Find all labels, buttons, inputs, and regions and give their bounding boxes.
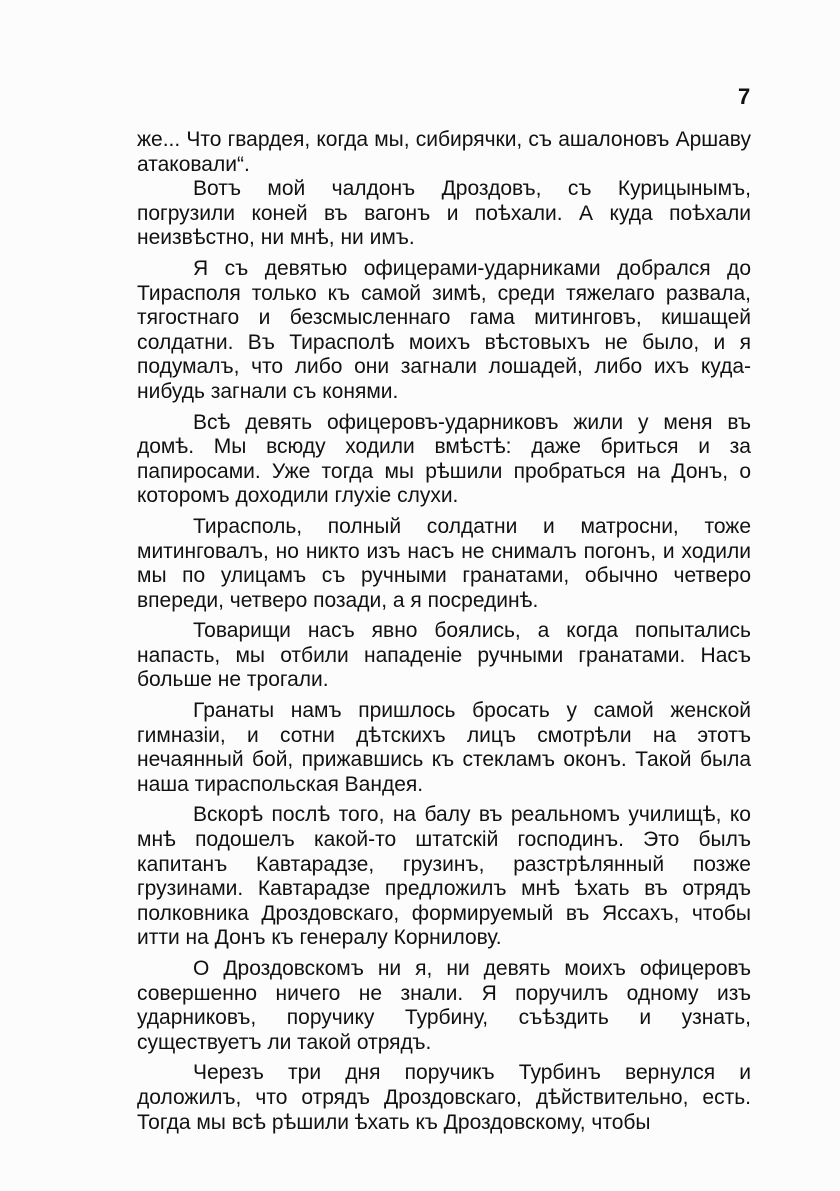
- paragraph: О Дроздовскомъ ни я, ни девять моихъ офицеровъ совершенно ничего не знали. Я поручилъ одному изъ ударниковъ, поручику Турбину, съѣздить и узнать, существуетъ ли такой отрядъ.: [137, 957, 751, 1054]
- page-number: 7: [738, 84, 751, 109]
- body-text: [137, 128, 751, 1135]
- paragraph: Всѣ девять офицеровъ-ударниковъ жили у меня въ домѣ. Мы всюду ходили вмѣстѣ: даже бриться и за папиросами. Уже тогда мы рѣшили пробраться на Донъ, о которомъ доходили глухіе слухи.: [137, 410, 751, 508]
- paragraph: Товарищи насъ явно боялись, а когда попытались напасть, мы отбили нападеніе ручными гранатами. Насъ больше не трогали.: [137, 619, 751, 692]
- paragraph: же... Что гвардея, когда мы, сибирячки, съ ашалоновъ Аршаву атаковали“.: [137, 128, 751, 176]
- paragraph: Вскорѣ послѣ того, на балу въ реальномъ училищѣ, ко мнѣ подошелъ какой-то штатскій господинъ. Это былъ капитанъ Кавтарадзе, грузинъ, разстрѣлянный позже грузинами. Кавтарадзе предложилъ мнѣ ѣхать въ отрядъ полковника Дроздовскаго, формируемый въ Яссахъ, чтобы итти на Донъ къ генералу Корнилову.: [137, 803, 751, 950]
- paragraph: Тирасполь, полный солдатни и матросни, тоже митинговалъ, но никто изъ насъ не снималъ погонъ, и ходили мы по улицамъ съ ручными гранатами, обычно четверо впереди, четверо позади, а я посрединѣ.: [137, 514, 751, 612]
- paragraph: Вотъ мой чалдонъ Дроздовъ, съ Курицынымъ, погрузили коней въ вагонъ и поѣхали. А куда поѣхали неизвѣстно, ни мнѣ, ни имъ.: [137, 177, 751, 250]
- paragraph: Черезъ три дня поручикъ Турбинъ вернулся и доложилъ, что отрядъ Дроздовскаго, дѣйствительно, есть. Тогда мы всѣ рѣшили ѣхать къ Дроздовскому, чтобы: [137, 1061, 751, 1134]
- paragraph: Гранаты намъ пришлось бросать у самой женской гимназіи, и сотни дѣтскихъ лицъ смотрѣли на этотъ нечаянный бой, прижавшись къ стекламъ оконъ. Такой была наша тираспольская Вандея.: [137, 699, 751, 796]
- paragraph: Я съ девятью офицерами-ударниками добрался до Тирасполя только къ самой зимѣ, среди тяжелаго развала, тягостнаго и безсмысленнаго гама митинговъ, кишащей солдатни. Въ Тирасполѣ моихъ вѣстовыхъ не было, и я подумалъ, что либо они загнали лошадей, либо ихъ куда-нибудь загнали съ конями.: [137, 256, 751, 403]
